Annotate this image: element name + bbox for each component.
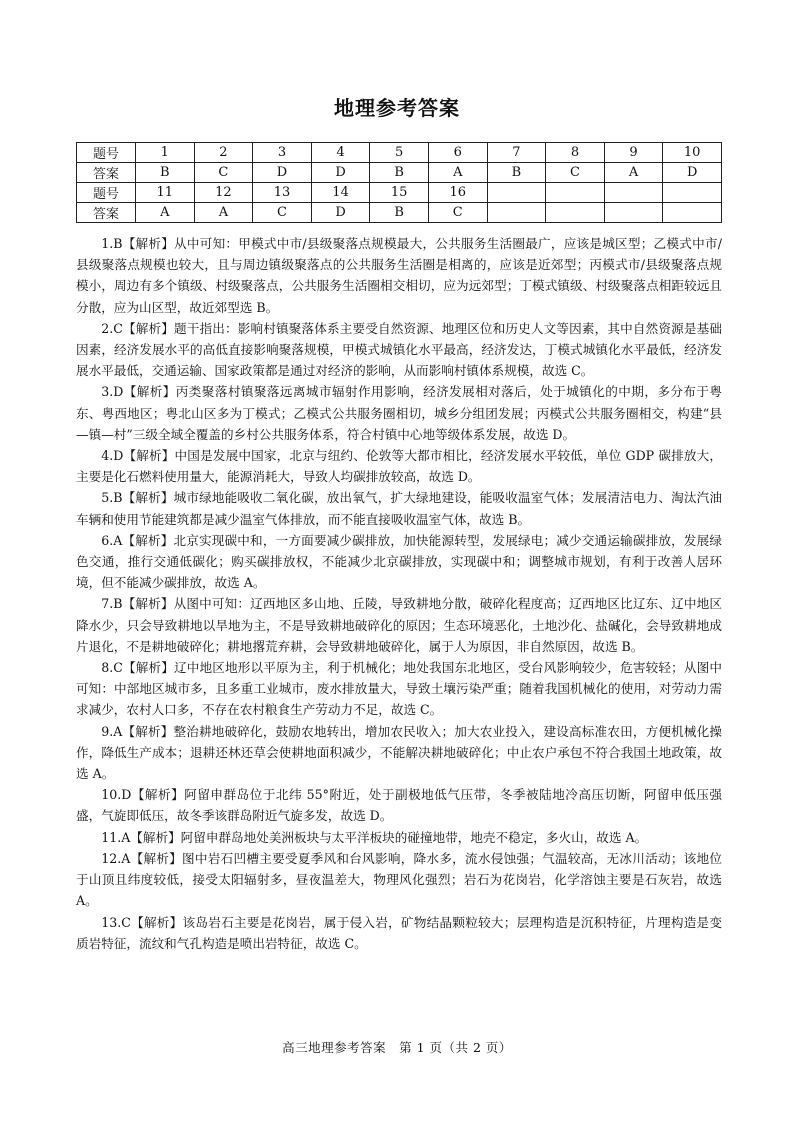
table-cell: 13 xyxy=(253,183,312,203)
table-cell xyxy=(663,203,722,223)
answer-paragraph: 1.B【解析】从中可知：甲模式中市/县级聚落点规模最大，公共服务生活圈最广，应该是城区型；乙模式中市/县级聚落点规模也较大，且与周边镇级聚落点的公共服务生活圈是相离的，应该是近郊型；丙模式市/县级聚落点规模小，周边有多个镇级、村级聚落点，公共服务生活圈相交相切，应为远郊型；丁模式镇级、村级聚落点相距较远且分散，应为山区型，故近郊型选 B。 xyxy=(76,236,722,315)
table-cell: A xyxy=(428,163,487,183)
row-label: 题号 xyxy=(77,143,136,163)
table-cell: C xyxy=(428,203,487,223)
row-label: 答案 xyxy=(77,203,136,223)
answer-paragraph: 13.C【解析】该岛岩石主要是花岗岩，属于侵入岩，矿物结晶颗粒较大；层理构造是沉积特征，片理构造是变质岩特征，流纹和气孔构造是喷出岩特征，故选 C。 xyxy=(76,914,722,951)
answer-paragraph: 2.C【解析】题干指出：影响村镇聚落体系主要受自然资源、地理区位和历史人文等因素，其中自然资源是基础因素，经济发展水平的高低直接影响聚落规模，甲模式城镇化水平最高，经济发达，丁模式城镇化水平最低，经济发展水平最低，交通运输、国家政策都是通过对经济的影响，从而影响村镇体系规模，故选 C。 xyxy=(76,320,722,379)
table-cell xyxy=(604,183,663,203)
answer-paragraph: 3.D【解析】丙类聚落村镇聚落远离城市辐射作用影响，经济发展相对落后，处于城镇化的中期，多分布于粤东、粤西地区；粤北山区多为丁模式；乙模式公共服务圈相切，城乡分组团发展；丙模式公共服务圈相交，构建“县—镇—村”三级全域全覆盖的乡村公共服务体系，符合村镇中心地等级体系发展，故选 D。 xyxy=(76,384,722,442)
table-cell: 16 xyxy=(428,183,487,203)
table-row xyxy=(77,143,722,163)
row-label: 题号 xyxy=(77,183,136,203)
table-cell: D xyxy=(663,163,722,183)
table-cell: C xyxy=(194,163,253,183)
table-row xyxy=(77,163,722,183)
answer-paragraph: 8.C【解析】辽中地区地形以平原为主，利于机械化；地处我国东北地区，受台风影响较少，危害较轻；从图中可知：中部地区城市多，且多重工业城市，废水排放量大，导致土壤污染严重；随着我国机械化的使用，对劳动力需求减少，农村人口多，不存在农村粮食生产劳动力不足，故选 C。 xyxy=(76,660,722,718)
table-cell: B xyxy=(370,163,429,183)
table-cell xyxy=(546,203,605,223)
table-cell: B xyxy=(136,163,195,183)
table-cell xyxy=(487,183,546,203)
table-row xyxy=(77,183,722,203)
row-label: 答案 xyxy=(77,163,136,183)
table-cell: 2 xyxy=(194,143,253,163)
answer-paragraph: 12.A【解析】图中岩石凹槽主要受夏季风和台风影响，降水多，流水侵蚀强；气温较高，无冰川活动；该地位于山顶且纬度较低，接受太阳辐射多，昼夜温差大，物理风化强烈；岩石为花岗岩，化学溶蚀主要是石灰岩，故选 A。 xyxy=(76,850,722,909)
table-cell: B xyxy=(370,203,429,223)
answer-paragraph: 9.A【解析】整治耕地破碎化，鼓励农地转出，增加农民收入；加大农业投入，建设高标准农田，方便机械化操作，降低生产成本；退耕还林还草会使耕地面积减少，不能解决耕地破碎化；中止农户承包不符合我国土地政策，故选 A。 xyxy=(76,723,722,782)
table-cell: 5 xyxy=(370,143,429,163)
answer-paragraph: 4.D【解析】中国是发展中国家，北京与纽约、伦敦等大都市相比，经济发展水平较低，单位 GDP 碳排放大，主要是化石燃料使用量大，能源消耗大，导致人均碳排放较高，故选 D。 xyxy=(76,448,722,485)
answer-paragraph: 11.A【解析】阿留申群岛地处美洲板块与太平洋板块的碰撞地带，地壳不稳定，多火山，故选 A。 xyxy=(101,829,648,845)
table-cell: 11 xyxy=(136,183,195,203)
answer-paragraph: 7.B【解析】从图中可知：辽西地区多山地、丘陵，导致耕地分散，破碎化程度高；辽西地区比辽东、辽中地区降水少，只会导致耕地以旱地为主，不是导致耕地破碎化的原因；生态环境恶化，土地沙化、盐碱化，会导致耕地成片退化，不是耕地破碎化；耕地撂荒弃耕，会导致耕地破碎化，属于人为原因，非自然原因，故选 B。 xyxy=(76,596,722,654)
table-cell: 12 xyxy=(194,183,253,203)
answer-paragraph: 10.D【解析】阿留申群岛位于北纬 55°附近，处于副极地低气压带，冬季被陆地冷高压切断，阿留申低压强盛，气旋即低压，故冬季该群岛附近气旋多发，故选 D。 xyxy=(76,787,722,824)
table-cell: 7 xyxy=(487,143,546,163)
table-cell: 8 xyxy=(546,143,605,163)
table-cell xyxy=(604,203,663,223)
answer-explanations xyxy=(76,233,722,954)
table-cell: 4 xyxy=(311,143,370,163)
table-cell: 6 xyxy=(428,143,487,163)
table-cell xyxy=(663,183,722,203)
table-cell: 1 xyxy=(136,143,195,163)
table-cell: C xyxy=(253,203,312,223)
table-cell: D xyxy=(311,163,370,183)
table-cell: 9 xyxy=(604,143,663,163)
table-cell: B xyxy=(487,163,546,183)
page-title: 地理参考答案 xyxy=(334,96,460,120)
table-cell: 10 xyxy=(663,143,722,163)
table-cell: D xyxy=(311,203,370,223)
table-cell: 15 xyxy=(370,183,429,203)
page-footer: 高三地理参考答案 第 1 页（共 2 页） xyxy=(282,1040,512,1055)
table-cell: A xyxy=(136,203,195,223)
table-row xyxy=(77,203,722,223)
table-cell: D xyxy=(253,163,312,183)
table-cell xyxy=(546,183,605,203)
table-cell: A xyxy=(194,203,253,223)
table-cell xyxy=(487,203,546,223)
table-cell: A xyxy=(604,163,663,183)
table-cell: 3 xyxy=(253,143,312,163)
table-cell: C xyxy=(546,163,605,183)
answer-table xyxy=(76,142,722,223)
table-cell: 14 xyxy=(311,183,370,203)
answer-paragraph: 5.B【解析】城市绿地能吸收二氧化碳，放出氧气，扩大绿地建设，能吸收温室气体；发展清洁电力、淘汰汽油车辆和使用节能建筑都是减少温室气体排放，而不能直接吸收温室气体，故选 B。 xyxy=(76,490,722,527)
answer-paragraph: 6.A【解析】北京实现碳中和，一方面要减少碳排放，加快能源转型，发展绿电；减少交通运输碳排放，发展绿色交通，推行交通低碳化；购买碳排放权，不能减少北京碳排放，实现碳中和；调整城市规划，有利于改善人居环境，但不能减少碳排放，故选 A。 xyxy=(76,532,722,591)
